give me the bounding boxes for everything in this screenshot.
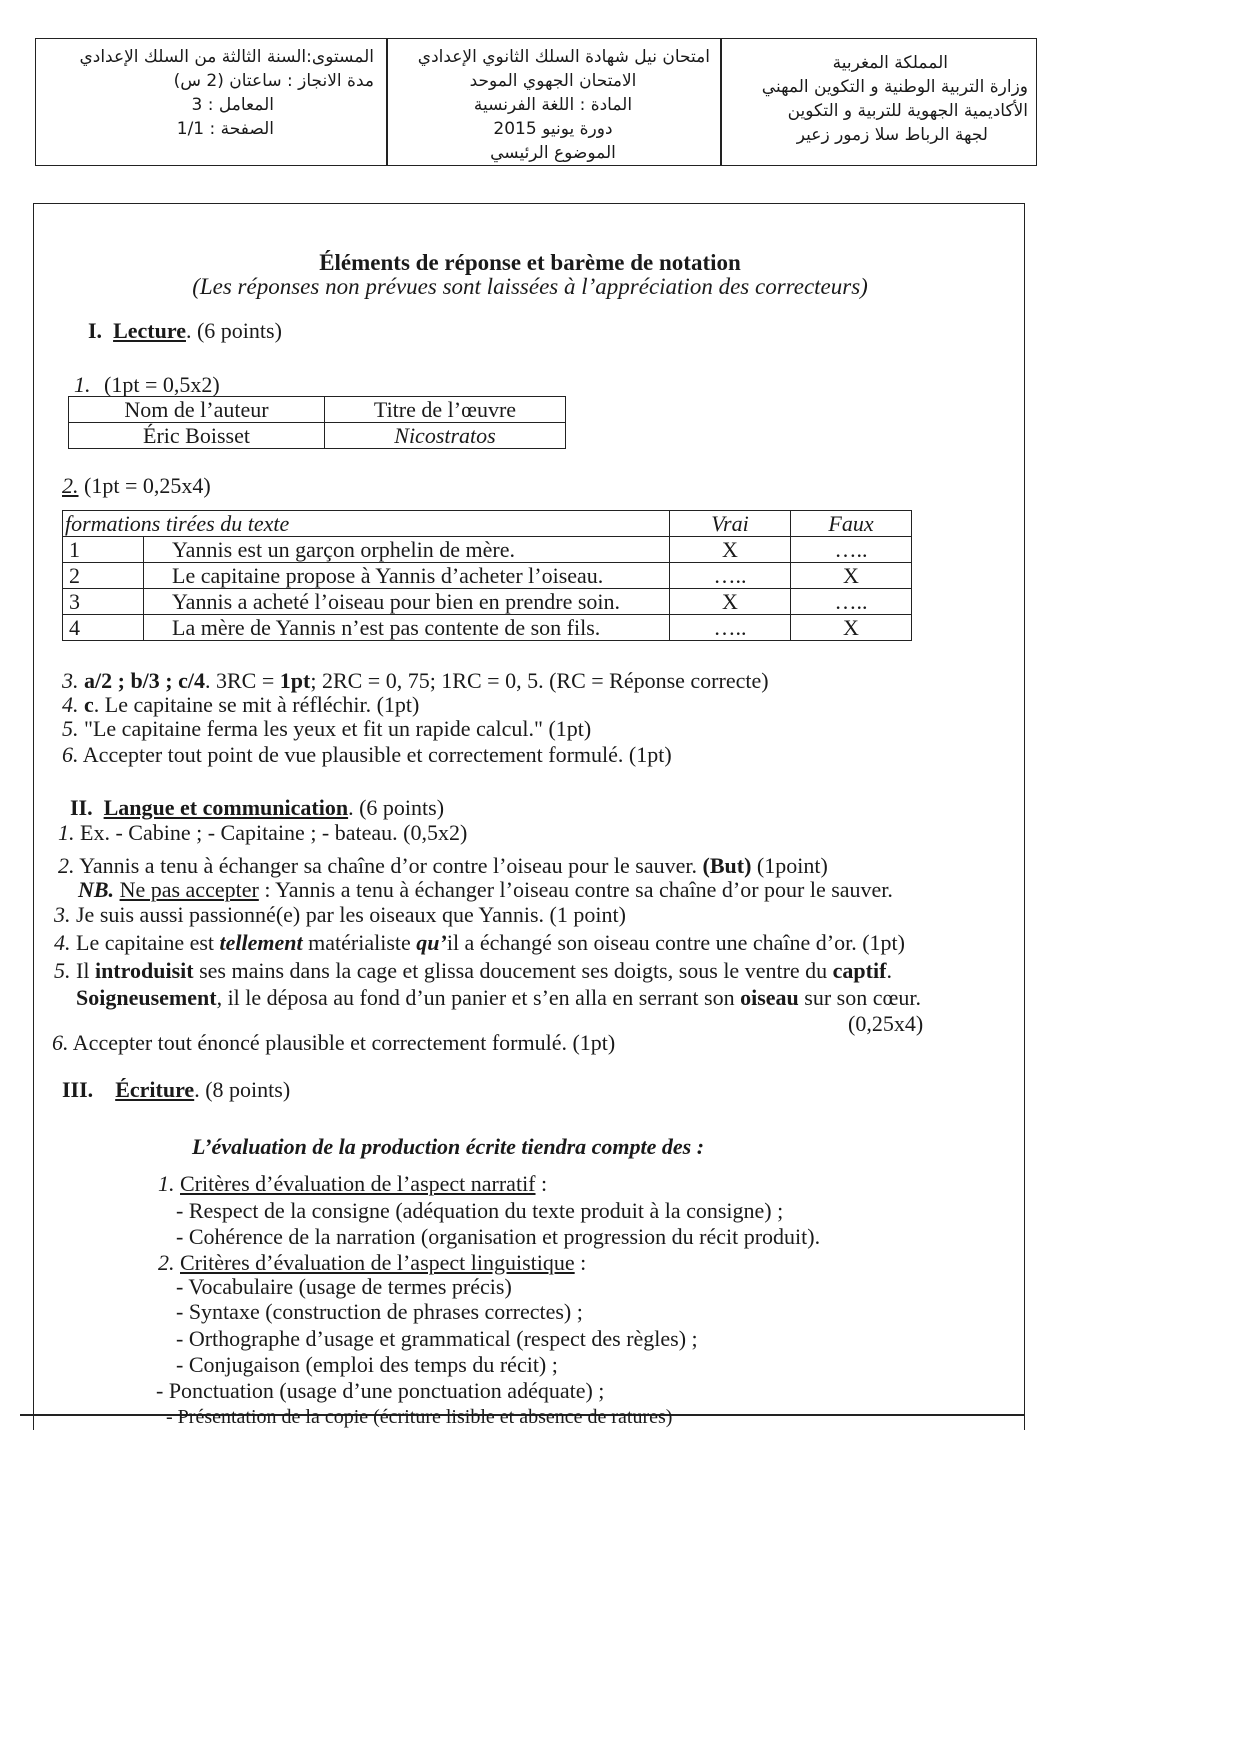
header-left-line: المعامل : 3 (191, 95, 274, 115)
question-2-2-note (78, 877, 893, 903)
question-1-2 (62, 473, 211, 499)
header-middle-line: الموضوع الرئيسي (490, 143, 616, 163)
question-text: Je suis aussi passionné(e) par les oiseaux que Yannis. (1 point) (76, 902, 626, 927)
question-1-4 (62, 692, 419, 718)
question-text: Ex. - Cabine ; - Capitaine ; - bateau. (0,5x2) (80, 820, 468, 845)
question-1-5 (62, 716, 591, 742)
question-text: , il le déposa au fond d’un panier et s’en alla en serrant son (216, 985, 741, 1010)
cut-off-line: - Présentation de la copie (écriture lisible et absence de ratures) (166, 1406, 673, 1428)
question-number: 1. (74, 372, 91, 397)
criteria-colon: : (574, 1250, 587, 1275)
table-header-row (63, 511, 912, 537)
criteria-number: 2. (158, 1250, 175, 1275)
note-text: : Yannis a tenu à échanger l’oiseau contre sa chaîne d’or pour le sauver. (258, 877, 893, 902)
answer-key: Soigneusement (76, 985, 217, 1010)
criteria-title: Critères d’évaluation de l’aspect narratif (180, 1171, 536, 1196)
header-left-line: مدة الانجاز : ساعتان (2 س) (173, 71, 374, 91)
writing-intro: L’évaluation de la production écrite tiendra compte des : (192, 1134, 705, 1159)
table-cell: 3 (63, 589, 144, 615)
table-header-cell: Faux (791, 511, 912, 537)
header-left-line: الصفحة : 1/1 (176, 119, 274, 139)
question-number: 4. (62, 692, 79, 717)
table-header-row (69, 397, 566, 423)
question-number: 5. (62, 716, 79, 741)
question-2-1 (58, 820, 467, 846)
table-header-cell: formations tirées du texte (63, 511, 670, 537)
criteria-2-title (158, 1250, 586, 1276)
question-number: 2. (58, 853, 75, 878)
table-header-cell: Titre de l’œuvre (325, 397, 566, 423)
question-text: ; 2RC = 0, 75; 1RC = 0, 5. (RC = Réponse correcte) (310, 668, 769, 693)
question-2-2 (58, 853, 828, 879)
question-text: il a échangé son oiseau contre une chaîne d’or. (1pt) (446, 930, 905, 955)
table-row (63, 589, 912, 615)
header-middle-block (392, 45, 714, 165)
answer-key: captif (832, 958, 887, 983)
answer-key: (But) (702, 853, 752, 878)
question-text: matérialiste (302, 930, 417, 955)
criteria-colon: : (535, 1171, 548, 1196)
section-1-title: Lecture (113, 318, 186, 343)
table-row (63, 563, 912, 589)
section-2-points: . (6 points) (348, 795, 445, 820)
question-text: sur son cœur. (798, 985, 922, 1010)
table-row (69, 423, 566, 449)
criteria-number: 1. (158, 1171, 175, 1196)
table-cell: Yannis est un garçon orphelin de mère. (144, 537, 670, 563)
header-box (35, 38, 1037, 166)
section-1-points: . (6 points) (185, 318, 282, 343)
criteria-item: - Cohérence de la narration (organisation et progression du récit produit). (176, 1224, 821, 1249)
question-text: Yannis a tenu à échanger sa chaîne d’or contre l’oiseau pour le sauver. (79, 853, 703, 878)
author-table (68, 396, 566, 449)
header-middle-line: دورة يونيو 2015 (493, 119, 613, 139)
header-right-block (728, 51, 1028, 147)
header-left-block (44, 45, 374, 141)
table-cell: La mère de Yannis n’est pas contente de son fils. (144, 615, 670, 641)
section-3-points: . (8 points) (194, 1077, 291, 1102)
table-cell: ….. (670, 615, 791, 641)
question-2-3 (54, 902, 626, 928)
table-cell: Le capitaine propose à Yannis d’acheter l’oiseau. (144, 563, 670, 589)
answer-key: tellement (219, 930, 303, 955)
question-1-1 (74, 372, 220, 398)
section-1-heading (88, 318, 282, 344)
table-cell: X (791, 615, 912, 641)
table-cell: ….. (791, 589, 912, 615)
section-3-heading (62, 1077, 290, 1103)
criteria-item: - Respect de la consigne (adéquation du texte produit à la consigne) ; (176, 1198, 784, 1223)
header-right-line: لجهة الرباط سلا زمور زعير (796, 125, 988, 145)
doc-title: Éléments de réponse et barème de notation (319, 250, 741, 275)
question-2-5 (54, 958, 892, 984)
header-divider-1 (386, 39, 388, 165)
question-1-3 (62, 668, 769, 694)
header-middle-line: امتحان نيل شهادة السلك الثانوي الإعدادي (417, 47, 710, 67)
section-2-title: Langue et communication (103, 795, 349, 820)
section-1-number: I. (88, 318, 103, 343)
question-number: 3. (62, 668, 79, 693)
question-number: 6. (52, 1030, 69, 1055)
question-number: 5. (54, 958, 71, 983)
question-2-4 (54, 930, 905, 956)
points-value: (1point) (751, 853, 828, 878)
question-2-5-points: (0,25x4) (848, 1011, 924, 1036)
answer-key: c (84, 692, 94, 717)
criteria-title: Critères d’évaluation de l’aspect linguistique (180, 1250, 575, 1275)
question-number: 1. (58, 820, 75, 845)
header-right-line: المملكة المغربية (832, 53, 948, 73)
points-value: 1pt (279, 668, 311, 693)
header-divider-2 (720, 39, 722, 165)
answer-key: qu’ (416, 930, 447, 955)
note-label: NB. (78, 877, 115, 902)
note-lead: Ne pas accepter (119, 877, 259, 902)
table-cell: X (670, 589, 791, 615)
table-cell: 1 (63, 537, 144, 563)
criteria-item: - Vocabulaire (usage de termes précis) (176, 1274, 512, 1299)
question-text: Il (76, 958, 95, 983)
question-text: "Le capitaine ferma les yeux et fit un rapide calcul." (1pt) (84, 716, 592, 741)
table-row (63, 615, 912, 641)
table-cell: Yannis a acheté l’oiseau pour bien en prendre soin. (144, 589, 670, 615)
header-right-line: وزارة التربية الوطنية و التكوين المهني (761, 77, 1028, 97)
criteria-item: - Orthographe d’usage et grammatical (respect des règles) ; (176, 1326, 698, 1351)
question-text: Accepter tout énoncé plausible et correctement formulé. (1pt) (72, 1030, 616, 1055)
question-number: 2. (62, 473, 79, 498)
table-cell: 4 (63, 615, 144, 641)
question-text: . (886, 958, 892, 983)
question-text: Accepter tout point de vue plausible et correctement formulé. (1pt) (82, 742, 672, 767)
question-text: (1pt = 0,25x4) (84, 473, 211, 498)
question-number: 6. (62, 742, 79, 767)
question-number: 4. (54, 930, 71, 955)
header-middle-line: الامتحان الجهوي الموحد (469, 71, 637, 91)
question-text: ses mains dans la cage et glissa doucement ses doigts, sous le ventre du (193, 958, 833, 983)
doc-subtitle: (Les réponses non prévues sont laissées à l’appréciation des correcteurs) (192, 274, 868, 299)
table-cell: X (670, 537, 791, 563)
section-3-title: Écriture (115, 1077, 195, 1102)
table-cell: X (791, 563, 912, 589)
table-header-cell: Vrai (670, 511, 791, 537)
table-cell: ….. (791, 537, 912, 563)
question-2-6 (52, 1030, 615, 1056)
criteria-item: - Syntaxe (construction de phrases correctes) ; (176, 1299, 583, 1324)
true-false-table (62, 510, 912, 641)
criteria-item: - Conjugaison (emploi des temps du récit) ; (176, 1352, 558, 1377)
header-middle-line: المادة : اللغة الفرنسية (473, 95, 633, 115)
question-text: . Le capitaine se mit à réfléchir. (1pt) (93, 692, 420, 717)
answer-key: introduisit (94, 958, 194, 983)
answer-key: oiseau (740, 985, 799, 1010)
section-2-heading (70, 795, 444, 821)
header-left-line: المستوى:السنة الثالثة من السلك الإعدادي (79, 47, 374, 67)
criteria-item: - Ponctuation (usage d’une ponctuation adéquate) ; (156, 1378, 605, 1403)
question-text: (1pt = 0,5x2) (104, 372, 220, 397)
table-cell: Nicostratos (325, 423, 566, 449)
question-text: . 3RC = (205, 668, 280, 693)
table-cell: Éric Boisset (69, 423, 325, 449)
question-number: 3. (54, 902, 71, 927)
question-1-6 (62, 742, 672, 768)
question-2-5-cont (76, 985, 921, 1011)
table-row (63, 537, 912, 563)
table-cell: 2 (63, 563, 144, 589)
answer-key: a/2 ; b/3 ; c/4 (84, 668, 205, 693)
header-right-line: الأكاديمية الجهوية للتربية و التكوين (787, 101, 1028, 121)
criteria-1-title (158, 1171, 547, 1197)
section-3-number: III. (62, 1077, 94, 1102)
table-header-cell: Nom de l’auteur (69, 397, 325, 423)
question-text: Le capitaine est (76, 930, 220, 955)
section-2-number: II. (70, 795, 93, 820)
table-cell: ….. (670, 563, 791, 589)
cut-off-line-clip (156, 1400, 956, 1428)
